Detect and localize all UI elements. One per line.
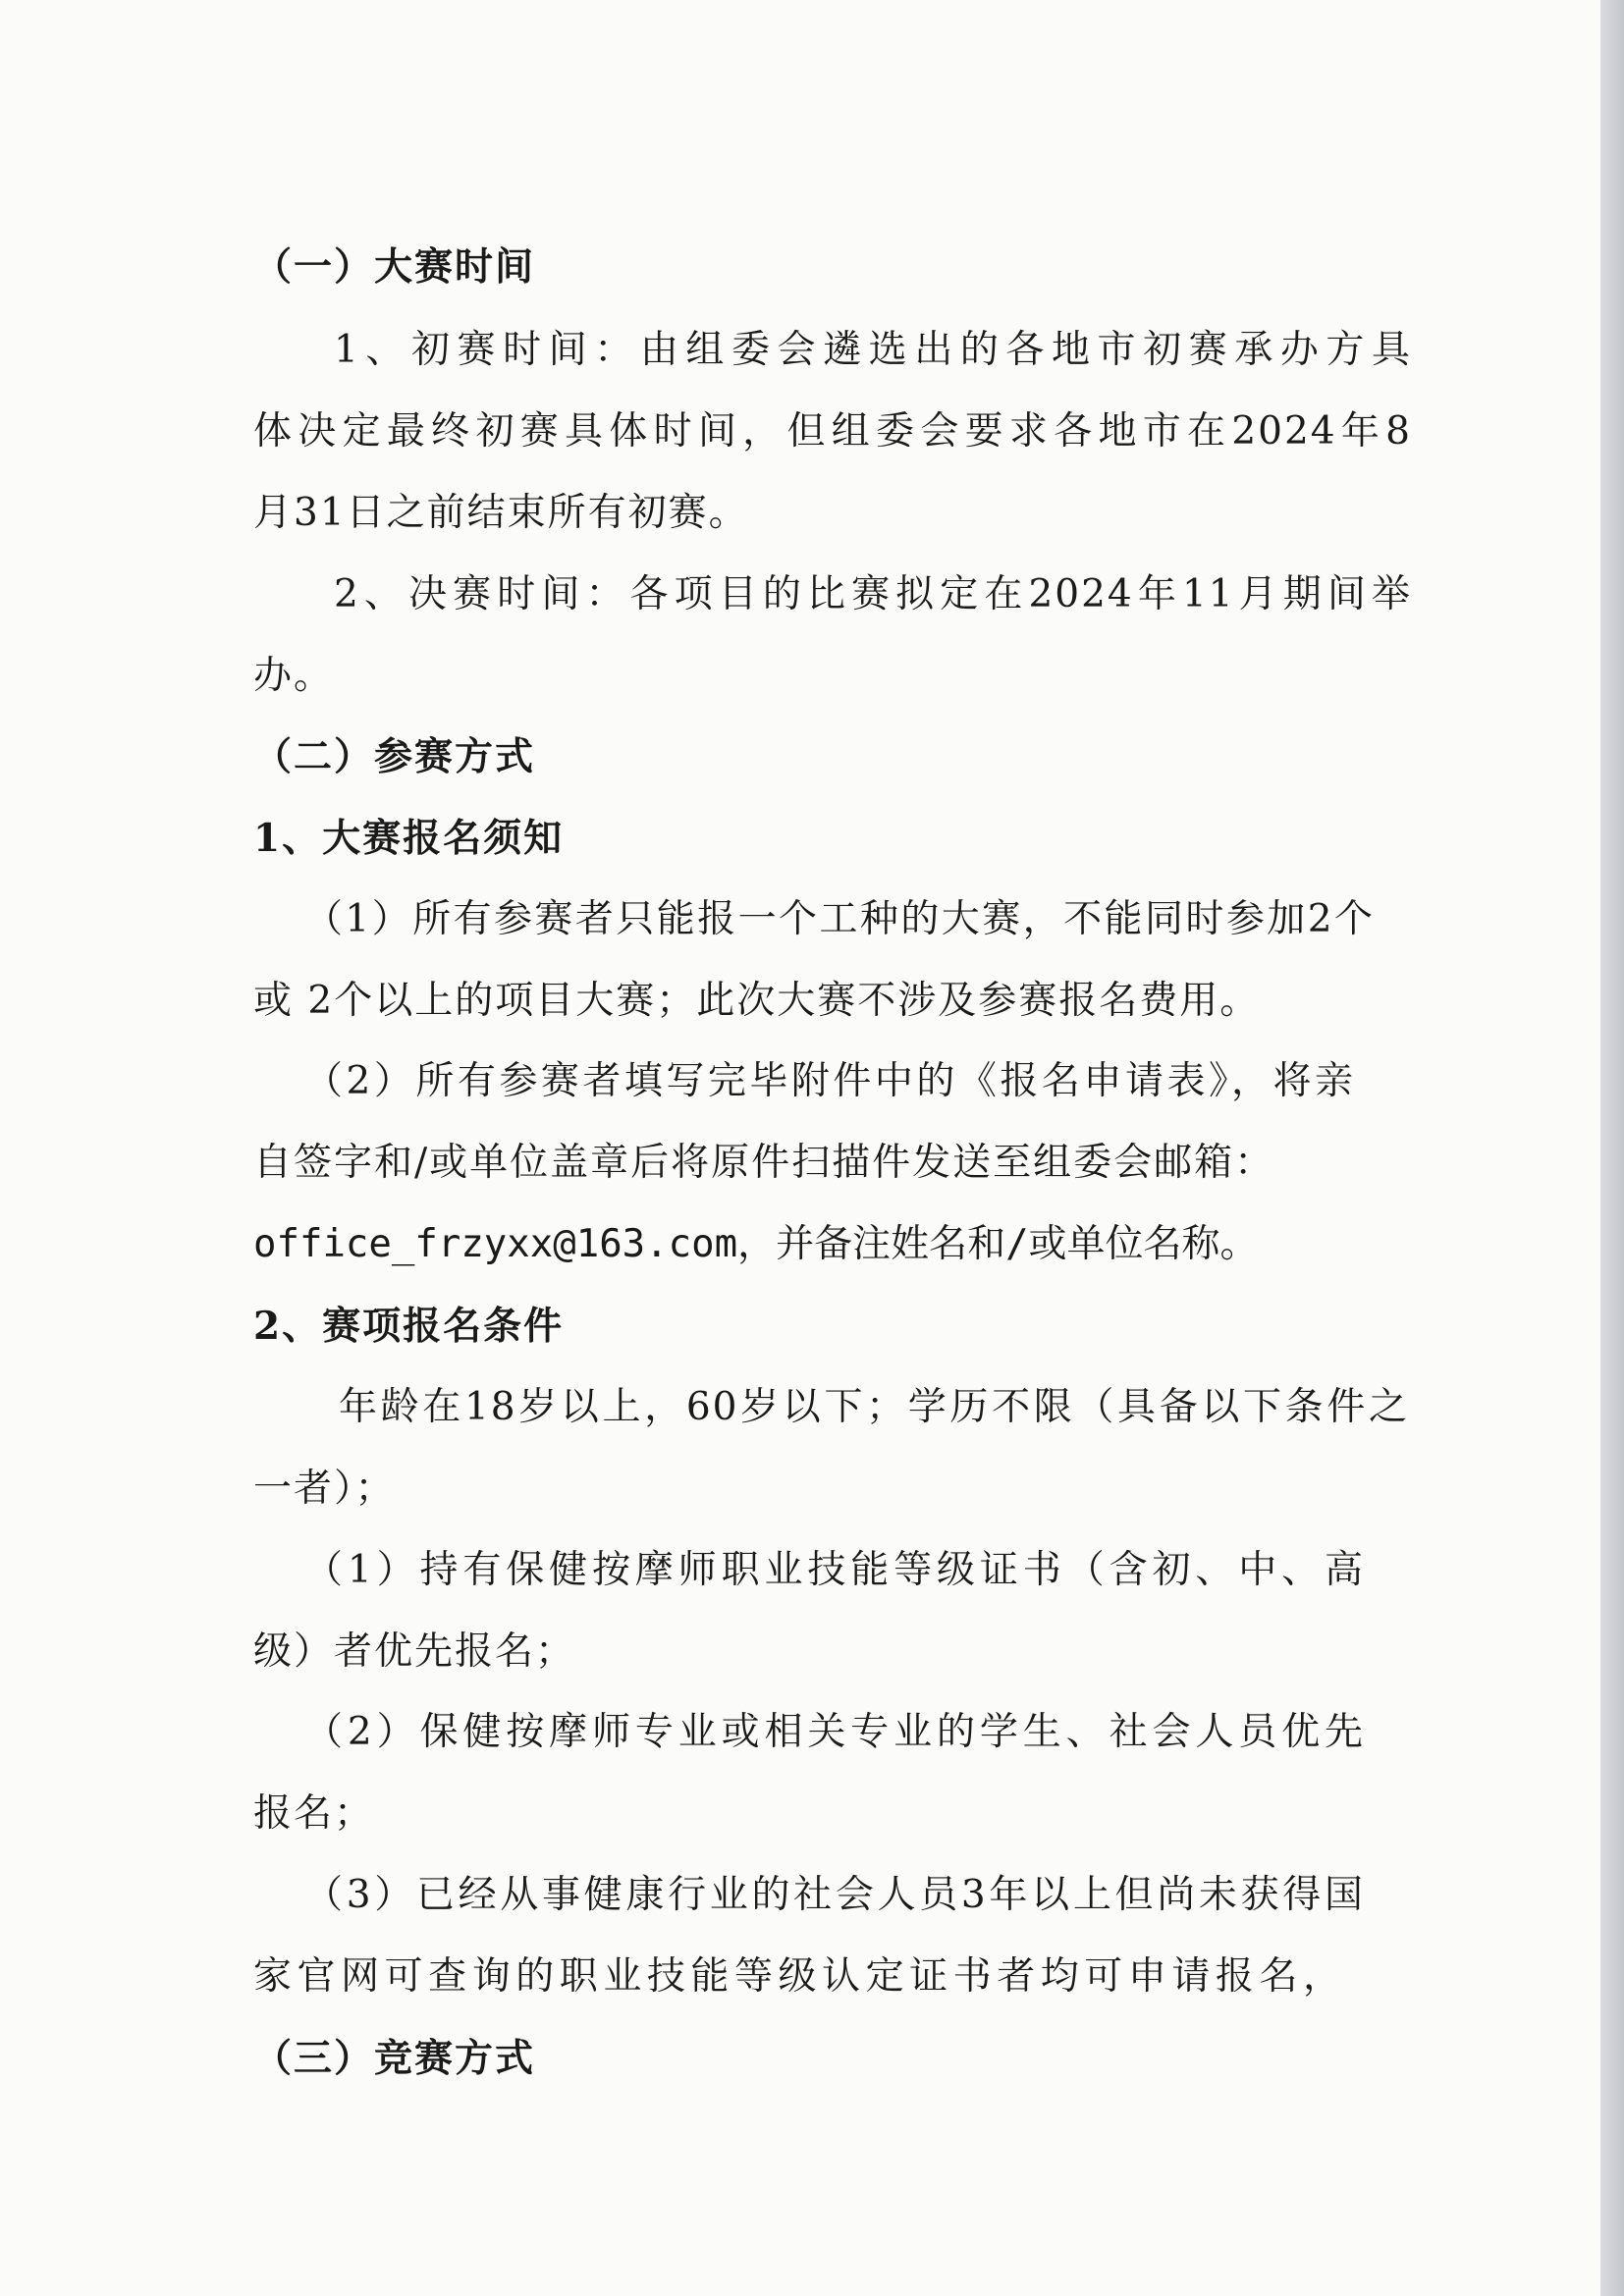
text-line: （2）所有参赛者填写完毕附件中的《报名申请表》，将亲 bbox=[304, 1059, 1355, 1103]
text-line: 级）者优先报名； bbox=[253, 1629, 576, 1674]
text-line: 一者）； bbox=[253, 1467, 396, 1511]
text-line: 办。 bbox=[253, 654, 335, 698]
section-heading-schedule: （一）大赛时间 bbox=[253, 244, 536, 290]
text-line: （2）保健按摩师专业或相关专业的学生、社会人员优先 bbox=[304, 1710, 1365, 1754]
text-line: 体决定最终初赛具体时间，但组委会要求各地市在2024年8 bbox=[253, 409, 1412, 454]
section-heading-participation: （二）参赛方式 bbox=[253, 734, 536, 779]
text-line: （1）所有参赛者只能报一个工种的大赛，不能同时参加2个 bbox=[304, 897, 1375, 941]
text-line: 年龄在18岁以上，60岁以下；学历不限（具备以下条件之 bbox=[339, 1385, 1409, 1429]
scan-page-edge bbox=[1600, 0, 1624, 2296]
text-line: 报名； bbox=[253, 1791, 375, 1836]
section-heading-competition-format: （三）竞赛方式 bbox=[253, 2036, 536, 2081]
text-line: 家官网可查询的职业技能等级认定证书者均可申请报名， bbox=[253, 1954, 1343, 1999]
email-line: office_frzyxx@163.com，并备注姓名和/或单位名称。 bbox=[253, 1222, 1259, 1266]
text-line: （1）持有保健按摩师职业技能等级证书（含初、中、高 bbox=[304, 1548, 1365, 1592]
subheading-eligibility: 2、赛项报名条件 bbox=[253, 1304, 565, 1349]
subheading-registration-notice: 1、大赛报名须知 bbox=[253, 816, 565, 861]
text-line: 1、初赛时间：由组委会遴选出的各地市初赛承办方具 bbox=[334, 328, 1412, 372]
text-line: 月31日之前结束所有初赛。 bbox=[253, 491, 749, 535]
text-line: （3）已经从事健康行业的社会人员3年以上但尚未获得国 bbox=[304, 1873, 1365, 1917]
text-line: 自签字和/或单位盖章后将原件扫描件发送至组委会邮箱： bbox=[253, 1141, 1275, 1185]
text-line: 或 2个以上的项目大赛；此次大赛不涉及参赛报名费用。 bbox=[253, 979, 1261, 1023]
text-line: 2、决赛时间：各项目的比赛拟定在2024年11月期间举 bbox=[334, 572, 1412, 616]
